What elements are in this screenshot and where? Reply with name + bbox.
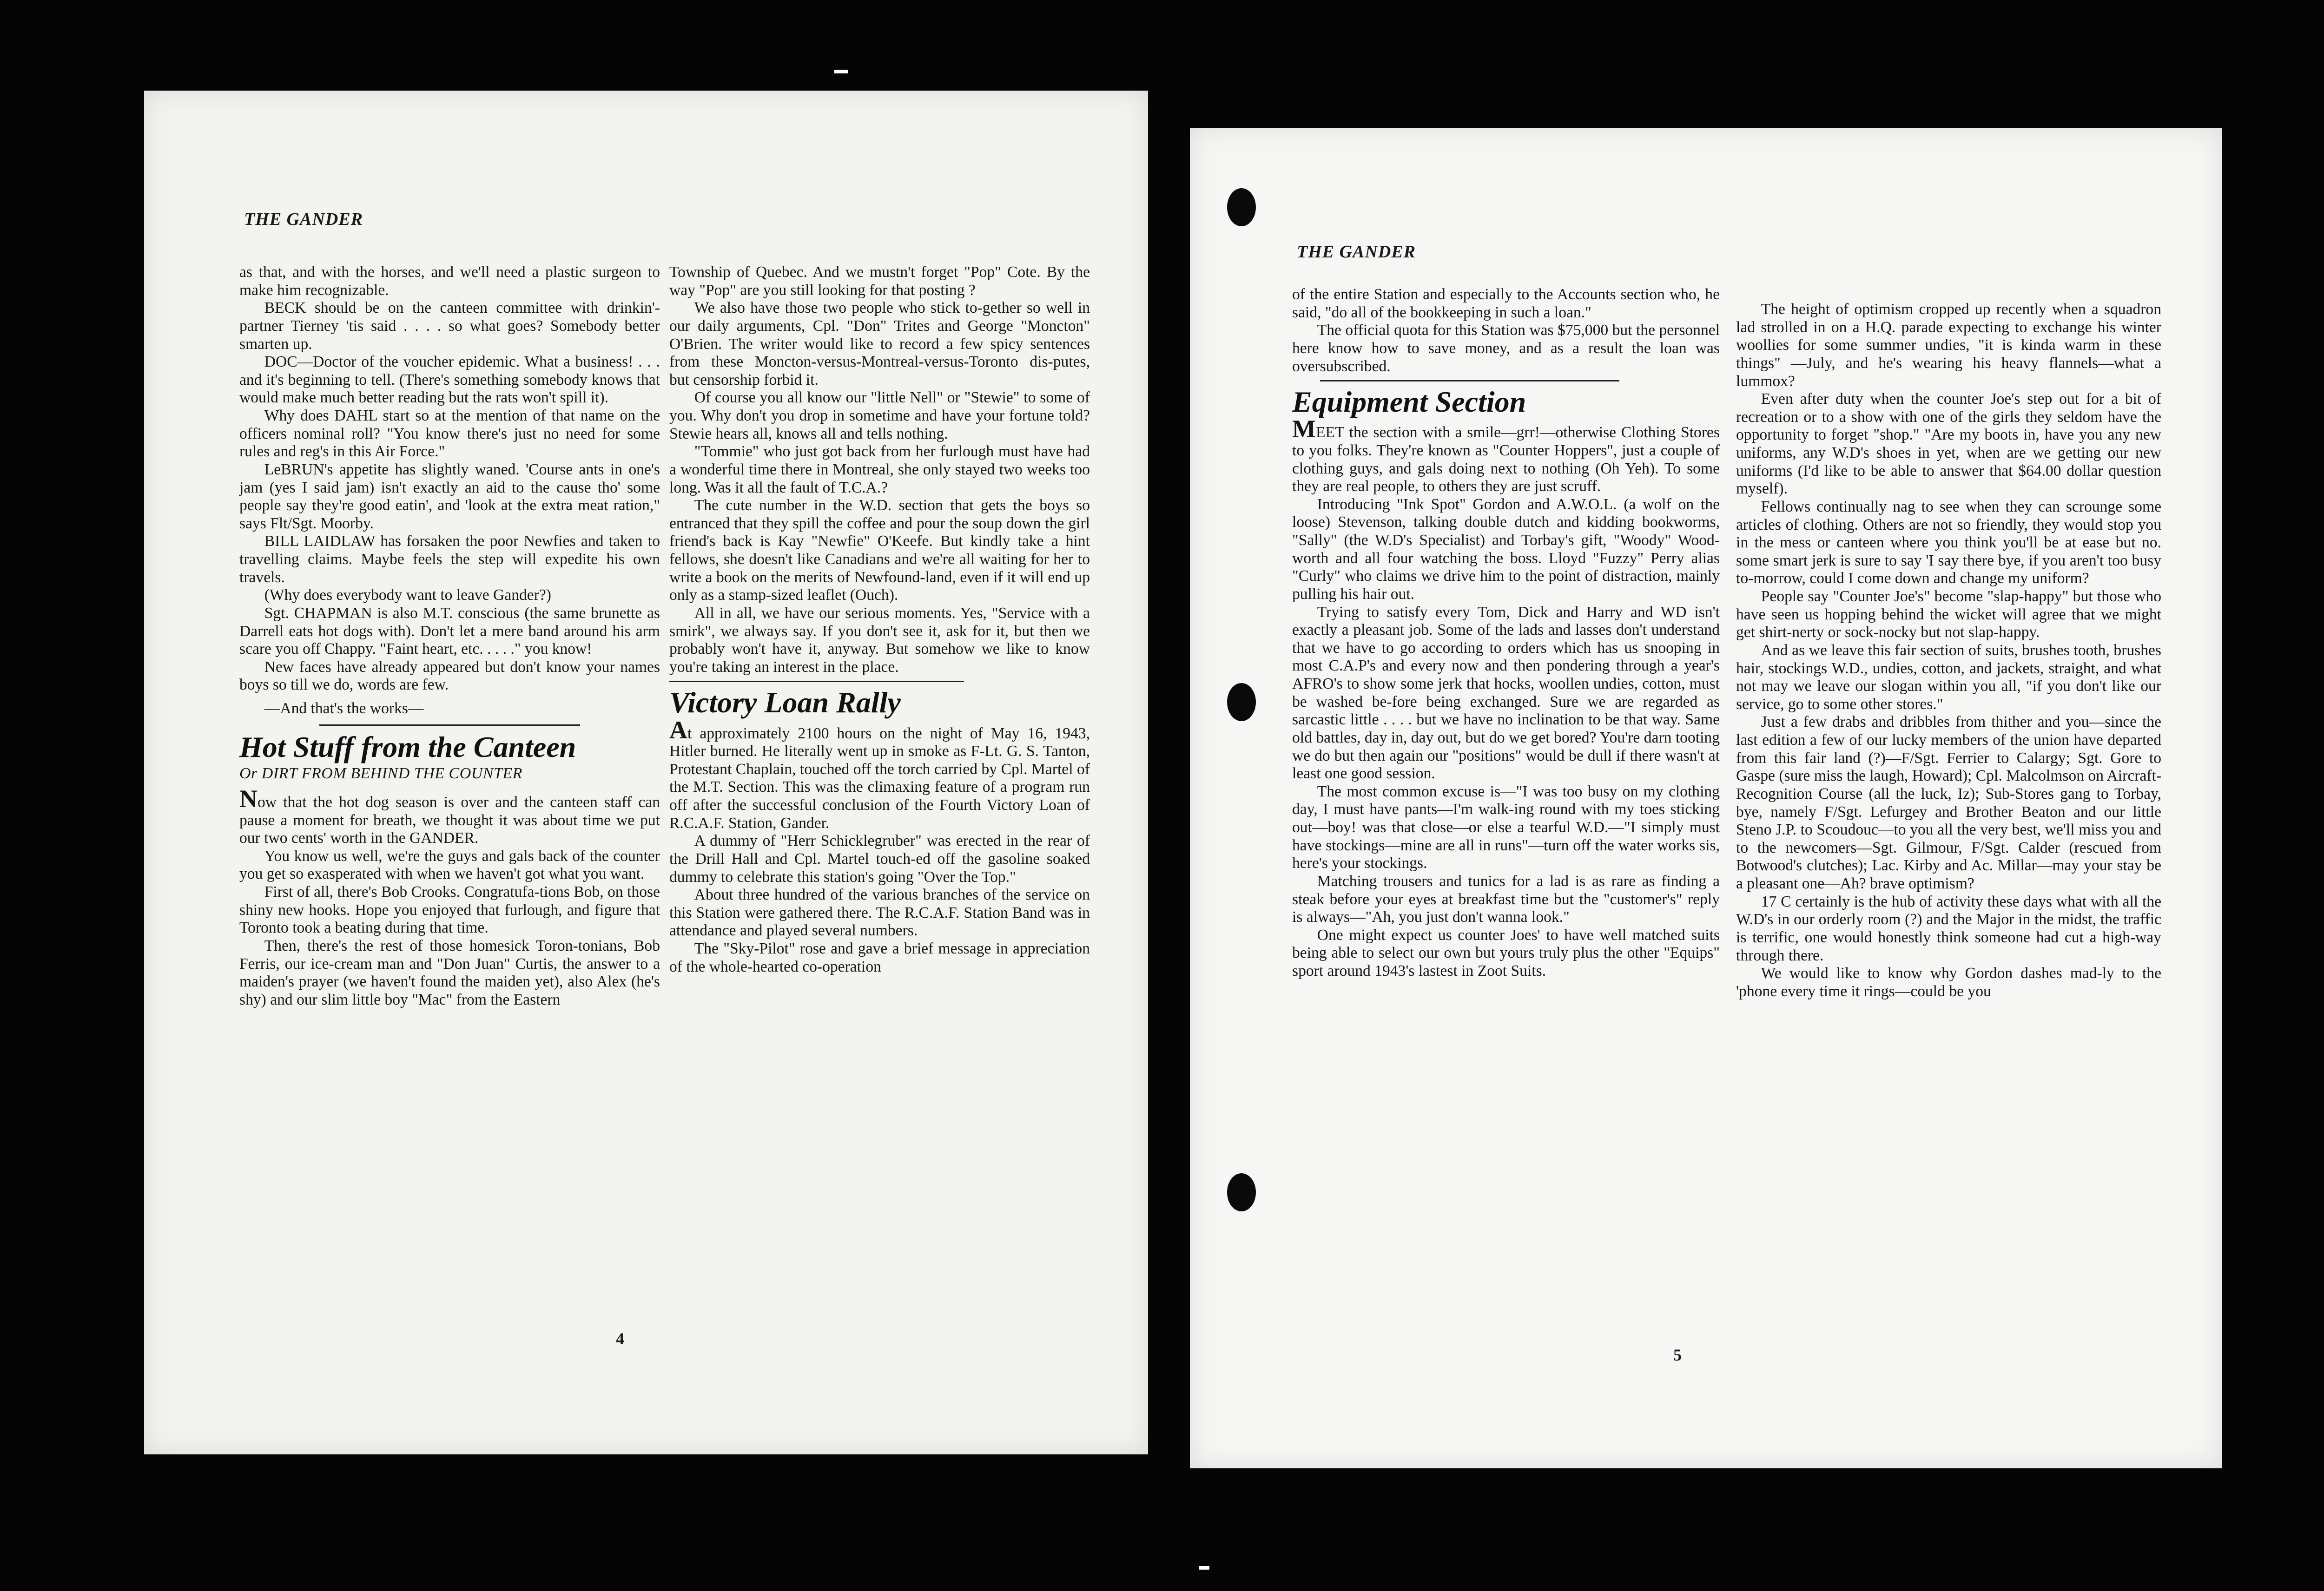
paragraph: Township of Quebec. And we mustn't forget "Pop" Cote. By the way "Pop" are you still looking for that posting ?: [669, 263, 1090, 299]
drop-cap: M: [1292, 415, 1316, 443]
paragraph-text: EET the section with a smile—grr!—otherwise Clothing Stores to you folks. They're known as "Counter Hoppers", just a couple of clothing guys, and gals doing next to nothing (Oh Yeh). To some they are real people, to others they are just scruff.: [1292, 424, 1720, 495]
drop-cap: A: [669, 716, 687, 744]
paragraph: LeBRUN's appetite has slightly waned. 'Course ants in one's jam (yes I said jam) isn't exactly an aid to the cause tho' some people say they're good eatin', and 'look at the extra meat ration," says Flt/Sgt. Moorby.: [239, 460, 660, 532]
paragraph: All in all, we have our serious moments. Yes, "Service with a smirk", we always say. If you don't see it, ask for it, but then we probably won't have it, anyway. But somehow we like to know you're taking an interest in the place.: [669, 604, 1090, 676]
binder-hole: [1227, 683, 1256, 721]
paragraph: A dummy of "Herr Schicklegruber" was erected in the rear of the Drill Hall and Cpl. Martel touch-ed off the gasoline soaked dummy to celebrate this station's going "Over the Top.": [669, 832, 1090, 886]
subheadline: Or DIRT FROM BEHIND THE COUNTER: [239, 764, 522, 782]
paragraph: DOC—Doctor of the voucher epidemic. What a business! . . . and it's beginning to tell. (There's something somebody knows that would make much better reading but the rats won't spill it).: [239, 353, 660, 407]
paragraph: Just a few drabs and dribbles from thither and you—since the last edition a few of our lucky members of the union have departed from this fair land (?)—F/Sgt. Ferrier to Calargy; Sgt. Gore to Gaspe (sure miss the laugh, Howard); Cpl. Malcolmson on Aircraft-Recognition Course (all the luck, Iz); Sub-Stores gang to Torbay, bye, namely F/Sgt. Lefurgey and Brother Beaton and our little Steno J.P. to Scoudouc—to you all the very best, we'll miss you and to the newcomers—Sgt. Gilmour, F/Sgt. Calder (rescued from Botwood's clutches); Lac. Kirby and Ac. Millar—may your stay be a pleasant one—Ah? brave optimism?: [1736, 713, 2161, 892]
paragraph: BILL LAIDLAW has forsaken the poor Newfies and taken to travelling claims. Maybe feels the step will expedite his own travels.: [239, 533, 660, 586]
paragraph: Fellows continually nag to see when they can scrounge some articles of clothing. Others are not so friendly, they would stop you in the mess or canteen where you think you'll be at ease but no. some smart jerk is sure to say 'I say there bye, if you aren't too busy to-morrow, could I come down and change my uniform?: [1736, 498, 2161, 587]
paragraph: Introducing "Ink Spot" Gordon and A.W.O.L. (a wolf on the loose) Stevenson, talking double dutch and kidding bookworms, "Sally" (the W.D's Specialist) and Torbay's gift, "Woody" Wood-worth and all four watching the boss. Lloyd "Fuzzy" Perry alias "Curly" who claims we drive him to the point of distraction, mainly pulling his hair out.: [1292, 495, 1720, 603]
scan-speck: [1199, 1566, 1209, 1570]
binder-hole: [1227, 1173, 1256, 1211]
paragraph: The height of optimism cropped up recently when a squadron lad strolled in on a H.Q. parade expecting to exchange his winter woollies for some summer undies, "it is kinda warm in these things" —July, and he's wearing his heavy flannels—what a lummox?: [1736, 301, 2161, 390]
paragraph: Of course you all know our "little Nell" or "Stewie" to some of you. Why don't you drop in sometime and have your fortune told? Stewie hears all, knows all and tells nothing.: [669, 389, 1090, 442]
running-head: THE GANDER: [244, 210, 363, 229]
paragraph: Trying to satisfy every Tom, Dick and Harry and WD isn't exactly a pleasant job. Some of the lads and lasses don't understand that we have to go according to orders which has us snooping in most C.A.P's and every now and then pondering through a year's AFRO's to show some jerk that hocks, woollen undies, cotton, must be washed be-fore being exchanged. Sure we are regarded as sarcastic little . . . . but we have no inclination to be that way. Same old battles, day in, day out, but do we get bored? You're darn tooting we do but then again our "positions" would be dull if there wasn't at least one good session.: [1292, 603, 1720, 782]
headline: Hot Stuff from the Canteen: [239, 730, 576, 763]
page-number: 4: [616, 1329, 624, 1348]
paragraph: First of all, there's Bob Crooks. Congratufa-tions Bob, on those shiny new hooks. Hope you enjoyed that furlough, and figure that Toronto took a beating during that time.: [239, 883, 660, 937]
left-column-2: [669, 263, 1090, 976]
running-head: THE GANDER: [1297, 242, 1416, 262]
right-column-1: [1292, 286, 1720, 980]
paragraph-text: t approximately 2100 hours on the night of May 16, 1943, Hitler burned. He literally went up in smoke as F-Lt. G. S. Tanton, Protestant Chaplain, touched off the torch carried by Cpl. Martel of the M.T. Section. This was the climaxing feature of a program run off after the successful conclusion of the Fourth Victory Loan of R.C.A.F. Station, Gander.: [669, 724, 1090, 832]
paragraph: We would like to know why Gordon dashes mad-ly to the 'phone every time it rings—could be you: [1736, 965, 2161, 1000]
paragraph-text: ow that the hot dog season is over and the canteen staff can pause a moment for breath, we thought it was about time we put our two cents' worth in the GANDER.: [239, 793, 660, 847]
paragraph: Sgt. CHAPMAN is also M.T. conscious (the same brunette as Darrell eats hot dogs with). Don't let a mere band around his arm scare you off Chappy. "Faint heart, etc. . . . ." you know!: [239, 604, 660, 658]
paragraph: 17 C certainly is the hub of activity these days what with all the W.D's in our orderly room (?) and the Major in the midst, the traffic is terrific, one would honestly think someone had cut a high-way through there.: [1736, 893, 2161, 964]
paragraph: (Why does everybody want to leave Gander?): [264, 586, 551, 604]
binder-hole: [1227, 188, 1256, 226]
paragraph: [1292, 415, 1720, 496]
paragraph: of the entire Station and especially to the Accounts section who, he said, "do all of the bookkeeping in such a loan.": [1292, 286, 1720, 321]
headline: Equipment Section: [1292, 385, 1526, 419]
paragraph: The most common excuse is—"I was too busy on my clothing day, I must have pants—I'm walk-ing round with my toes sticking out—boy! was that close—or else a tearful W.D.—"I simply must have stockings—mine are all in runs"—turn off the water works sis, here's your stockings.: [1292, 782, 1720, 872]
right-page: [1190, 128, 2222, 1468]
paragraph: Why does DAHL start so at the mention of that name on the officers nominal roll? "You know there's just no need for some rules and reg's in this Air Force.": [239, 407, 660, 460]
paragraph: The official quota for this Station was $75,000 but the personnel here know how to save money, and as a result the loan was oversubscribed.: [1292, 322, 1720, 375]
paragraph: You know us well, we're the guys and gals back of the counter you get so exasperated with when we haven't got what you want.: [239, 847, 660, 883]
scan-speck: [834, 70, 848, 73]
paragraph: "Tommie" who just got back from her furlough must have had a wonderful time there in Montreal, she only stayed two weeks too long. Was it all the fault of T.C.A.?: [669, 443, 1090, 496]
paragraph: —And that's the works—: [264, 700, 424, 717]
paragraph: People say "Counter Joe's" become "slap-happy" but those who have seen us hopping behind the wicket will agree that we might get shirt-nerty or sock-nocky but not slap-happy.: [1736, 588, 2161, 641]
paragraph: The "Sky-Pilot" rose and gave a brief message in appreciation of the whole-hearted co-operation: [669, 940, 1090, 975]
paragraph: Matching trousers and tunics for a lad is as rare as finding a steak before your eyes at breakfast time but the "customer's" reply is always—"Ah, you just don't wanna look.": [1292, 872, 1720, 926]
divider: [1320, 380, 1619, 381]
divider: [669, 681, 964, 682]
divider: [319, 724, 580, 726]
paragraph: BECK should be on the canteen committee with drinkin'-partner Tierney 'tis said . . . . so what goes? Somebody better smarten up.: [239, 299, 660, 353]
paragraph: Then, there's the rest of those homesick Toron-tonians, Bob Ferris, our ice-cream man and "Don Juan" Curtis, the answer to a maiden's prayer (we haven't found the maiden yet), also Alex (he's shy) and our slim little boy "Mac" from the Eastern: [239, 937, 660, 1008]
left-column-1: [239, 263, 660, 1009]
left-page: [144, 91, 1148, 1454]
paragraph: New faces have already appeared but don't know your names boys so till we do, words are few.: [239, 658, 660, 694]
page-number: 5: [1673, 1346, 1682, 1364]
paragraph: [239, 784, 660, 848]
paragraph: About three hundred of the various branches of the service on this Station were gathered there. The R.C.A.F. Station Band was in attendance and played several numbers.: [669, 886, 1090, 940]
paragraph: [669, 716, 1090, 833]
headline: Victory Loan Rally: [669, 686, 901, 719]
paragraph: as that, and with the horses, and we'll need a plastic surgeon to make him recognizable.: [239, 263, 660, 299]
paragraph: One might expect us counter Joes' to have well matched suits being able to select our own but yours truly plus the other "Equips" sport around 1943's lastest in Zoot Suits.: [1292, 926, 1720, 980]
paragraph: We also have those two people who stick to-gether so well in our daily arguments, Cpl. "Don" Trites and George "Moncton" O'Brien. The writer would like to record a few spicy sentences from these Moncton-versus-Montreal-versus-Toronto dis-putes, but censorship forbid it.: [669, 299, 1090, 388]
drop-cap: N: [239, 784, 257, 813]
right-column-2: [1736, 301, 2161, 1000]
paragraph: And as we leave this fair section of suits, brushes tooth, brushes hair, stockings W.D., undies, cotton, and jackets, straight, and what not may we leave our slogan within you all, "if you don't like our service, go to some other stores.": [1736, 641, 2161, 713]
paragraph: Even after duty when the counter Joe's step out for a bit of recreation or to a show with one of the girls they seldom have the opportunity to forget "shop." "Are my boots in, have you any new uniforms, any W.D's shoes in yet, when are we getting our new uniforms (I'd like to be able to answer that $64.00 dollar question myself).: [1736, 390, 2161, 498]
paragraph: The cute number in the W.D. section that gets the boys so entranced that they spill the coffee and pour the soup down the girl friend's back is Kay "Newfie" O'Keefe. But kindly take a hint fellows, she doesn't like Canadians and we're all waiting for her to write a book on the merits of Newfound-land, even if it will end up only as a stamp-sized leaflet (Ouch).: [669, 497, 1090, 604]
